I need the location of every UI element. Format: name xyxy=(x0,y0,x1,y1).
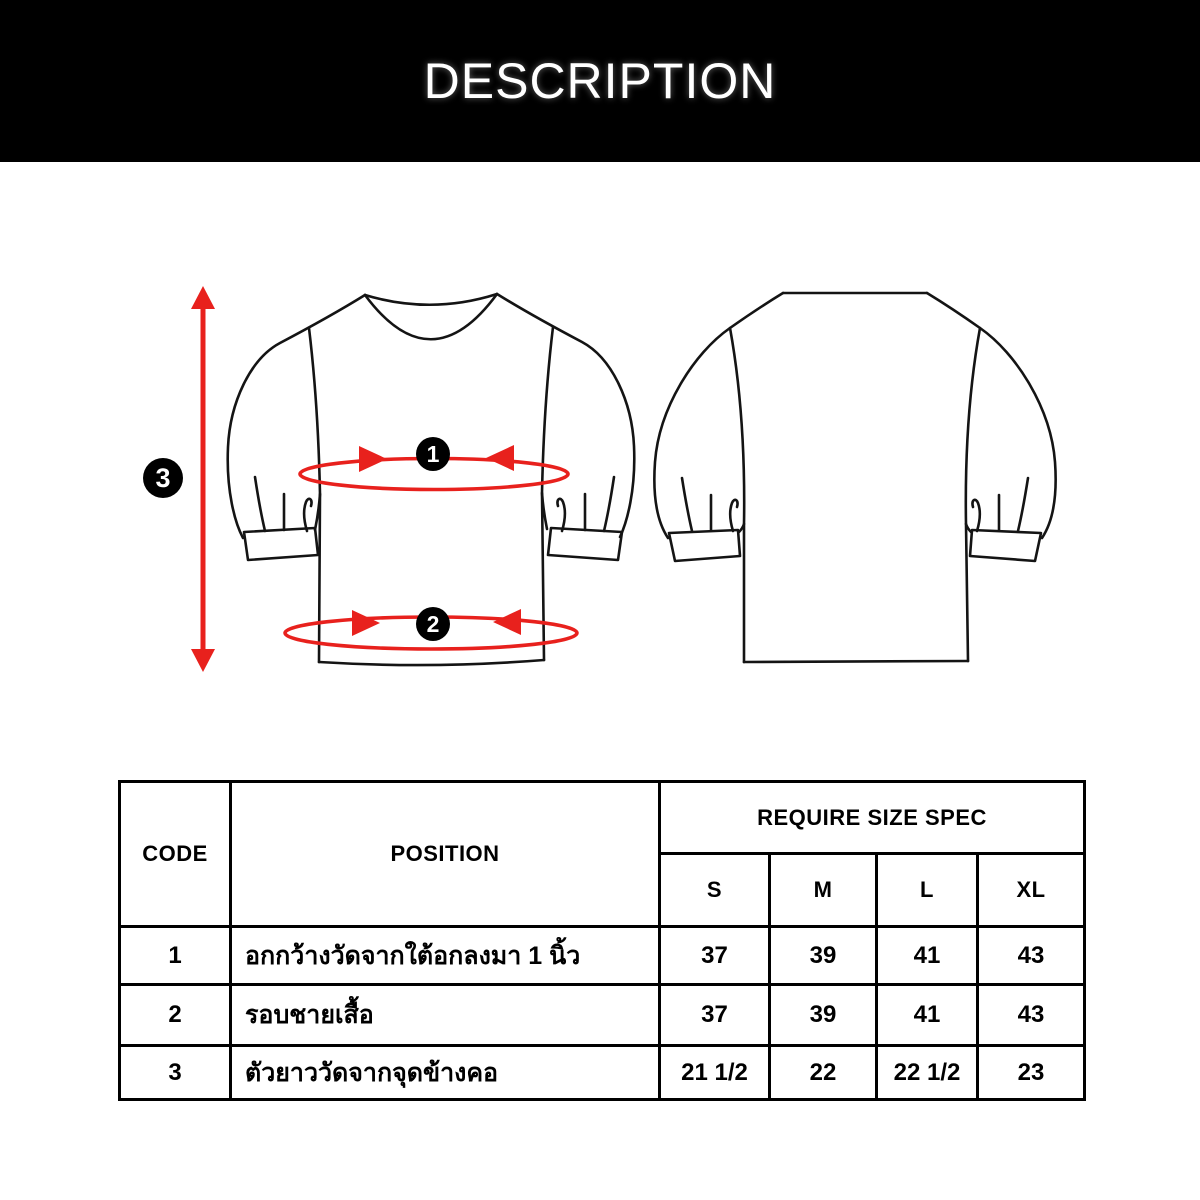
size-value-cell: 21 1/2 xyxy=(660,1046,770,1100)
col-header-position: POSITION xyxy=(231,782,660,927)
table-row xyxy=(120,1046,1085,1100)
size-value-cell: 22 xyxy=(770,1046,877,1100)
size-value-cell: 43 xyxy=(978,985,1085,1046)
position-cell: ตัวยาววัดจากจุดข้างคอ xyxy=(231,1046,660,1100)
size-value-cell: 43 xyxy=(978,927,1085,985)
position-cell: อกกว้างวัดจากใต้อกลงมา 1 นิ้ว xyxy=(231,927,660,985)
col-header-size-m: M xyxy=(770,854,877,927)
col-header-size-s: S xyxy=(660,854,770,927)
col-header-code: CODE xyxy=(120,782,231,927)
table-row xyxy=(120,927,1085,985)
back-view-drawing xyxy=(648,284,1068,676)
size-value-cell: 39 xyxy=(770,985,877,1046)
table-header-row xyxy=(120,782,1085,854)
page-title: DESCRIPTION xyxy=(423,53,777,109)
code-cell: 3 xyxy=(120,1046,231,1100)
size-value-cell: 41 xyxy=(877,927,978,985)
description-header xyxy=(0,0,1200,162)
table-row xyxy=(120,985,1085,1046)
size-value-cell: 37 xyxy=(660,927,770,985)
size-value-cell: 22 1/2 xyxy=(877,1046,978,1100)
position-cell: รอบชายเสื้อ xyxy=(231,985,660,1046)
size-value-cell: 37 xyxy=(660,985,770,1046)
length-measure-arrow xyxy=(181,283,225,675)
marker-3: 3 xyxy=(143,458,183,498)
size-value-cell: 41 xyxy=(877,985,978,1046)
col-header-size-l: L xyxy=(877,854,978,927)
marker-1: 1 xyxy=(416,437,450,471)
size-spec-table xyxy=(118,780,1086,1101)
col-header-size-xl: XL xyxy=(978,854,1085,927)
code-cell: 2 xyxy=(120,985,231,1046)
marker-2: 2 xyxy=(416,607,450,641)
size-value-cell: 23 xyxy=(978,1046,1085,1100)
col-header-size-spec: REQUIRE SIZE SPEC xyxy=(660,782,1085,854)
code-cell: 1 xyxy=(120,927,231,985)
size-value-cell: 39 xyxy=(770,927,877,985)
